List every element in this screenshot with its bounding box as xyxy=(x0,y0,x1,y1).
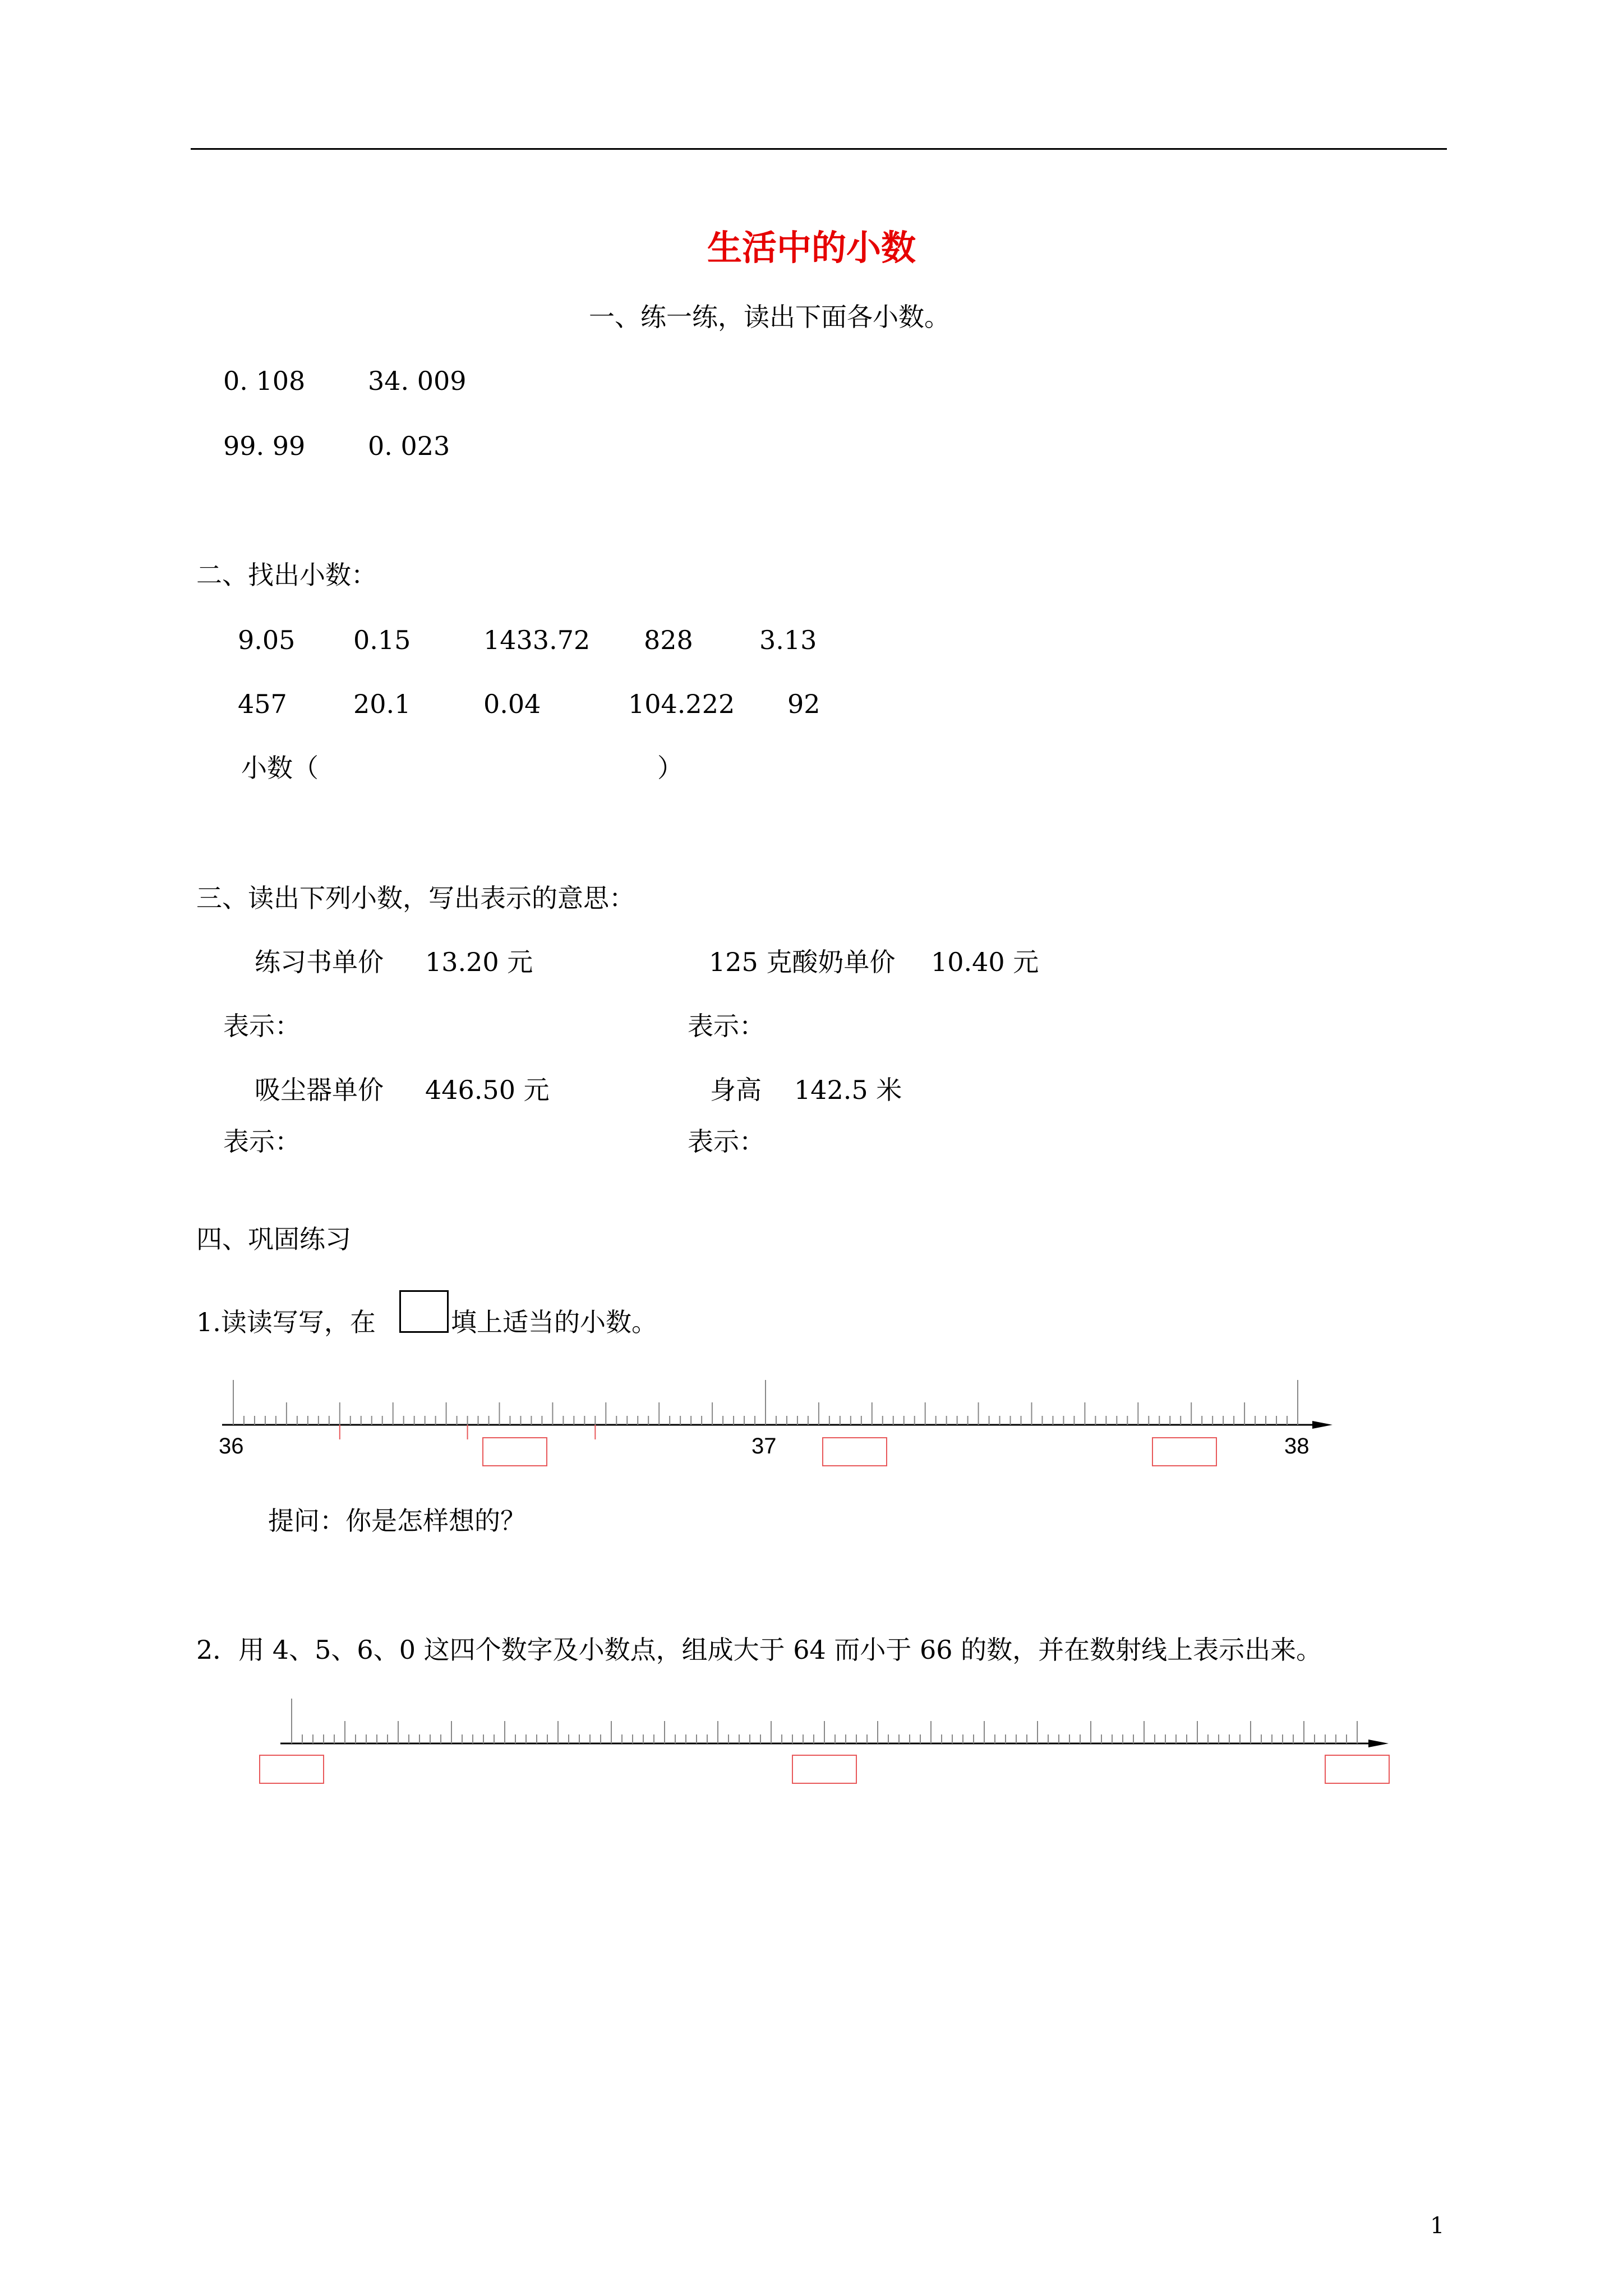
meaning-label: 表示： xyxy=(223,1011,301,1041)
section2-number: 1433.72 xyxy=(483,625,591,655)
section4-heading: 四、巩固练习 xyxy=(196,1224,351,1254)
q1-question: 提问：你是怎样想的？ xyxy=(268,1506,526,1536)
item-value: 446.50 元 xyxy=(425,1075,550,1105)
section2-number: 92 xyxy=(787,689,820,719)
section2-number: 828 xyxy=(644,625,693,655)
item-value: 10.40 元 xyxy=(931,947,1039,977)
section2-heading: 二、找出小数： xyxy=(196,560,377,590)
section1-value: 0. 108 xyxy=(223,366,306,396)
meaning-label: 表示： xyxy=(688,1126,765,1157)
page-title: 生活中的小数 xyxy=(707,227,916,268)
meaning-label: 表示： xyxy=(688,1011,765,1041)
arrow-head-icon xyxy=(1368,1740,1389,1747)
answer-box[interactable] xyxy=(792,1755,857,1784)
section2-number: 3.13 xyxy=(759,625,817,655)
item-name: 125 克酸奶单价 xyxy=(709,947,896,977)
item-name: 练习书单价 xyxy=(255,947,384,977)
item-value: 13.20 元 xyxy=(425,947,533,977)
axis-label: 38 xyxy=(1284,1434,1310,1458)
section3-heading: 三、读出下列小数，写出表示的意思： xyxy=(196,883,635,913)
answer-box[interactable] xyxy=(259,1755,324,1784)
item-name: 身高 xyxy=(710,1075,762,1105)
axis-label: 37 xyxy=(751,1434,777,1458)
meaning-label: 表示： xyxy=(223,1126,301,1157)
section2-number: 104.222 xyxy=(628,689,735,719)
q1-prefix: 1.读读写写，在 xyxy=(196,1307,376,1337)
answer-label: 小数（ xyxy=(241,753,319,783)
section2-number: 0.04 xyxy=(483,689,541,719)
section2-number: 20.1 xyxy=(353,689,411,719)
answer-close: ） xyxy=(657,753,683,783)
section2-number: 0.15 xyxy=(353,625,411,655)
section1-heading: 一、练一练，读出下面各小数。 xyxy=(589,302,950,332)
item-value: 142.5 米 xyxy=(794,1075,902,1105)
q1-suffix: 填上适当的小数。 xyxy=(451,1307,657,1337)
section2-number: 9.05 xyxy=(238,625,296,655)
section1-value: 0. 023 xyxy=(368,431,450,461)
section2-number: 457 xyxy=(238,689,287,719)
axis-label: 36 xyxy=(219,1434,244,1458)
q2-text: 2．用 4、5、6、0 这四个数字及小数点，组成大于 64 而小于 66 的数，并在数射线上表示出来。 xyxy=(196,1635,1322,1665)
item-name: 吸尘器单价 xyxy=(255,1075,384,1105)
section1-value: 99. 99 xyxy=(223,431,306,461)
page-number: 1 xyxy=(1430,2213,1445,2239)
answer-box[interactable] xyxy=(1325,1755,1390,1784)
section1-value: 34. 009 xyxy=(368,366,467,396)
